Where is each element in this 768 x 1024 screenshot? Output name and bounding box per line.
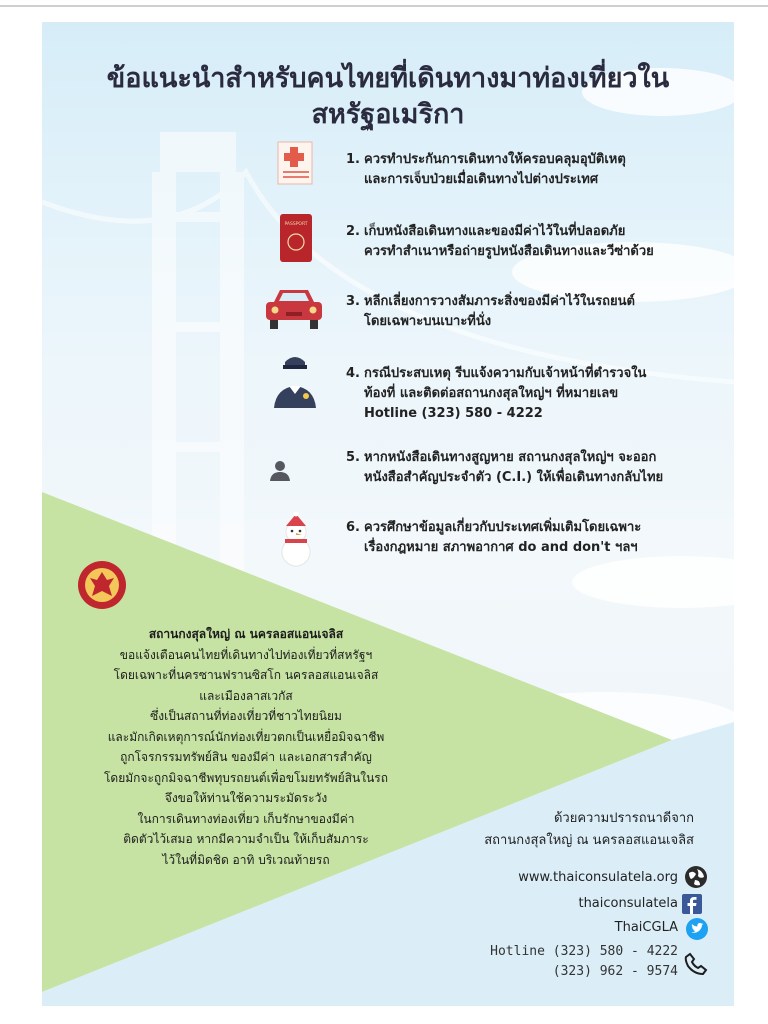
notice-line-7: โดยมักจะถูกมิจฉาชีพทุบรถยนต์เพื่อขโมยทรัพย์สินในรถ [103, 770, 389, 785]
title-line-1: ข้อแนะนำสำหรับคนไทยที่เดินทางมาท่องเที่ยวใน [106, 63, 670, 94]
tip-4-line-1: กรณีประสบเหตุ รีบแจ้งความกับเจ้าหน้าที่ตำรวจใน [364, 366, 647, 381]
hotline-2[interactable]: (323) 962 - 9574 [552, 964, 678, 979]
tip-6-line-1: ควรศึกษาข้อมูลเกี่ยวกับประเทศเพิ่มเติมโดยเฉพาะ [364, 520, 642, 535]
notice-line-3: และเมืองลาสเวกัส [199, 688, 293, 703]
tip-5-number: 5. [346, 450, 360, 465]
notice-line-6: ถูกโจรกรรมทรัพย์สิน ของมีค่า และเอกสารสำคัญ [120, 750, 372, 764]
tip-1-number: 1. [346, 152, 360, 167]
police-officer-icon [272, 352, 318, 410]
tip-5-line-2: หนังสือสำคัญประจำตัว (C.I.) ให้เพื่อเดินทางกลับไทย [364, 470, 664, 485]
tip-2-line-1: เก็บหนังสือเดินทางและของมีค่าไว้ในที่ปลอดภัย [364, 224, 626, 239]
tip-4 [346, 364, 646, 424]
tip-5-line-1: หากหนังสือเดินทางสูญหาย สถานกงสุลใหญ่ฯ จะออก [364, 450, 657, 465]
phone-icon [684, 952, 708, 976]
tip-6-line-2: เรื่องกฎหมาย สภาพอากาศ do and don't ฯลฯ [364, 540, 638, 555]
advisory-poster [42, 22, 734, 1006]
tip-1 [346, 150, 626, 190]
signoff [484, 808, 694, 852]
tip-2-number: 2. [346, 224, 360, 239]
snowman-icon [270, 512, 322, 568]
facebook-handle[interactable]: thaiconsulatela [578, 896, 678, 911]
website-link[interactable]: www.thaiconsulatela.org [518, 870, 678, 885]
insurance-document-icon [274, 138, 318, 188]
tip-1-line-2: และการเจ็บป่วยเมื่อเดินทางไปต่างประเทศ [364, 172, 599, 187]
notice-line-4: ซึ่งเป็นสถานที่ท่องเที่ยวที่ชาวไทยนิยม [150, 709, 342, 723]
tip-4-number: 4. [346, 366, 360, 381]
globe-icon [684, 865, 708, 889]
title-line-2: สหรัฐอเมริกา [311, 99, 465, 130]
notice-line-1: ขอแจ้งเตือนคนไทยที่เดินทางไปท่องเที่ยวที่สหรัฐฯ [119, 647, 373, 662]
notice-line-11: ไว้ในที่มิดชิด อาทิ บริเวณท้ายรถ [162, 852, 330, 867]
notice-line-2: โดยเฉพาะที่นครซานฟรานซิสโก นครลอสแอนเจลิส [113, 668, 379, 682]
hotline-1[interactable]: Hotline (323) 580 - 4222 [490, 944, 678, 959]
car-icon [262, 284, 326, 332]
person-icon [268, 458, 292, 482]
notice-line-5: และมักเกิดเหตุการณ์นักท่องเที่ยวตกเป็นเหยื่อมิจฉาชีพ [107, 729, 385, 744]
tip-2-line-2: ควรทำสำเนาหรือถ่ายรูปหนังสือเดินทางและวีซ่าด้วย [364, 244, 654, 259]
notice-line-8: จึงขอให้ท่านใช้ความระมัดระวัง [164, 791, 328, 805]
facebook-icon [682, 894, 702, 914]
consulate-notice [62, 624, 430, 870]
tip-4-line-3: Hotline (323) 580 - 4222 [364, 406, 543, 421]
notice-heading: สถานกงสุลใหญ่ ณ นครลอสแอนเจลิส [148, 627, 344, 641]
scan-top-border [0, 5, 768, 7]
signoff-line-2: สถานกงสุลใหญ่ ณ นครลอสแอนเจลิส [484, 833, 694, 848]
notice-line-10: ติดตัวไว้เสมอ หากมีความจำเป็น ให้เก็บสัมภาระ [123, 832, 369, 846]
hotline-numbers [490, 942, 678, 982]
tip-4-line-2: ท้องที่ และติดต่อสถานกงสุลใหญ่ฯ ที่หมายเลข [364, 386, 619, 401]
svg-text:PASSPORT: PASSPORT [284, 222, 308, 227]
tip-3-number: 3. [346, 294, 360, 309]
passport-icon [278, 212, 314, 264]
twitter-icon [686, 918, 708, 940]
tip-2 [346, 222, 654, 262]
tip-6-number: 6. [346, 520, 360, 535]
notice-line-9: ในการเดินทางท่องเที่ยว เก็บรักษาของมีค่า [137, 811, 355, 826]
tip-6 [346, 518, 641, 558]
tip-3-line-2: โดยเฉพาะบนเบาะที่นั่ง [364, 314, 492, 329]
consulate-seal-logo [76, 556, 128, 614]
tip-3-line-1: หลีกเลี่ยงการวางสัมภาระสิ่งของมีค่าไว้ในรถยนต์ [364, 294, 635, 309]
tip-1-line-1: ควรทำประกันการเดินทางให้ครอบคลุมอุบัติเหตุ [364, 152, 626, 167]
tip-3 [346, 292, 635, 332]
tip-5 [346, 448, 663, 488]
signoff-line-1: ด้วยความปรารถนาดีจาก [553, 811, 694, 826]
twitter-handle[interactable]: ThaiCGLA [614, 920, 678, 935]
